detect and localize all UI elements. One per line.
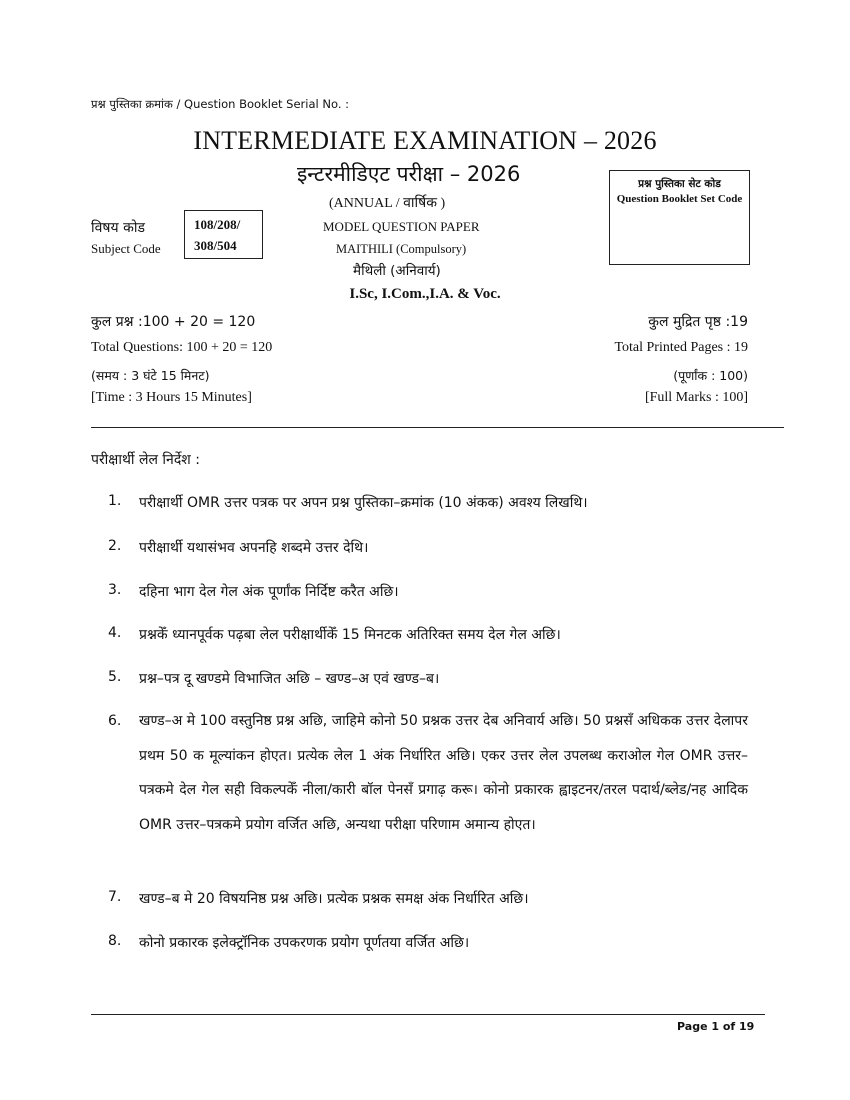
exam-title-english: INTERMEDIATE EXAMINATION – 2026 [193,126,657,155]
instructions-heading: परीक्षार्थी लेल निर्देश : [91,452,200,468]
instruction-number: 7. [108,889,122,905]
subject-code-label-english: Subject Code [91,241,161,256]
instruction-text: खण्ड–अ मे 100 वस्तुनिष्ठ प्रश्न अछि, जाहिमे कोनो 50 प्रश्नक उत्तर देब अनिवार्य अछि। 50 प्रश्नसँ अधिकक उत्तर देलापर प्रथम 50 क मूल्यांकन होएत। प्रत्येक लेल 1 अंक निर्धारित अछि। एकर उत्तर लेल उपलब्ध कराओल गेल OMR उत्तर–पत्रकमे देल गेल सही विकल्पकेँ नीला/कारी बॉल पेनसँ प्रगाढ़ करू। कोनो प्रकारक ह्वाइटनर/तरल पदार्थ/ब्लेड/नह आदिक OMR उत्तर–पत्रकमे प्रयोग वर्जित अछि, अन्यथा परीक्षा परिणाम अमान्य होएत। [139,713,748,833]
instruction-number: 8. [108,933,122,949]
instruction-number: 5. [108,669,122,685]
instruction-number: 1. [108,493,122,509]
time-hindi: (समय : 3 घंटे 15 मिनट) [91,368,210,383]
full-marks-english: [Full Marks : 100] [644,390,748,405]
instruction-number: 4. [108,625,122,641]
instruction-text: प्रश्न–पत्र दू खण्डमे विभाजित अछि – खण्ड–अ एवं खण्ड–ब। [139,671,440,687]
set-code-label-hindi: प्रश्न पुस्तिका सेट कोड [638,178,721,190]
paper-name-english: MAITHILI (Compulsory) [336,242,467,256]
page-number: Page 1 of 19 [677,1020,755,1033]
instruction-text: परीक्षार्थी OMR उत्तर पत्रक पर अपन प्रश्न पुस्तिका–क्रमांक (10 अंकक) अवश्य लिखथि। [139,495,588,511]
subject-code-box [184,210,263,259]
total-questions-hindi: कुल प्रश्न :100 + 20 = 120 [91,314,256,330]
footer-divider [91,1014,765,1015]
set-code-label-english: Question Booklet Set Code [616,193,743,205]
instruction-number: 6. [108,713,122,729]
subject-code-label-hindi: विषय कोड [91,220,145,236]
exam-type: (ANNUAL / वार्षिक ) [329,196,446,211]
instruction-number: 2. [108,538,122,554]
full-marks-hindi: (पूर्णांक : 100) [673,368,748,383]
instruction-text: खण्ड–ब मे 20 विषयनिष्ठ प्रश्न अछि। प्रत्येक प्रश्नक समक्ष अंक निर्धारित अछि। [139,891,529,907]
instruction-text: कोनो प्रकारक इलेक्ट्रॉनिक उपकरणक प्रयोग पूर्णतया वर्जित अछि। [139,935,470,951]
time-english: [Time : 3 Hours 15 Minutes] [91,390,252,405]
booklet-serial-label: प्रश्न पुस्तिका क्रमांक / Question Booklet Serial No. : [91,97,350,111]
instruction-text: परीक्षार्थी यथासंभव अपनहि शब्दमे उत्तर देथि। [139,540,369,556]
header-divider [91,427,784,428]
total-questions-english: Total Questions: 100 + 20 = 120 [91,340,273,355]
paper-name-hindi: मैथिली (अनिवार्य) [353,263,441,279]
model-question-paper-label: MODEL QUESTION PAPER [323,219,480,234]
subject-code-line-2: 308/504 [194,238,237,253]
exam-title-hindi: इन्टरमीडिएट परीक्षा – 2026 [297,162,521,186]
subject-code-line-1: 108/208/ [194,217,241,232]
total-pages-hindi: कुल मुद्रित पृष्ठ :19 [648,314,748,330]
instruction-text: प्रश्नकेँ ध्यानपूर्वक पढ़बा लेल परीक्षार्थीकेँ 15 मिनटक अतिरिक्त समय देल गेल अछि। [139,627,561,643]
instruction-number: 3. [108,582,122,598]
streams-label: I.Sc, I.Com.,I.A. & Voc. [349,286,501,302]
instruction-text: दहिना भाग देल गेल अंक पूर्णांक निर्दिष्ट करैत अछि। [139,584,399,600]
total-pages-english: Total Printed Pages : 19 [614,340,748,355]
booklet-set-code-box [609,170,750,265]
